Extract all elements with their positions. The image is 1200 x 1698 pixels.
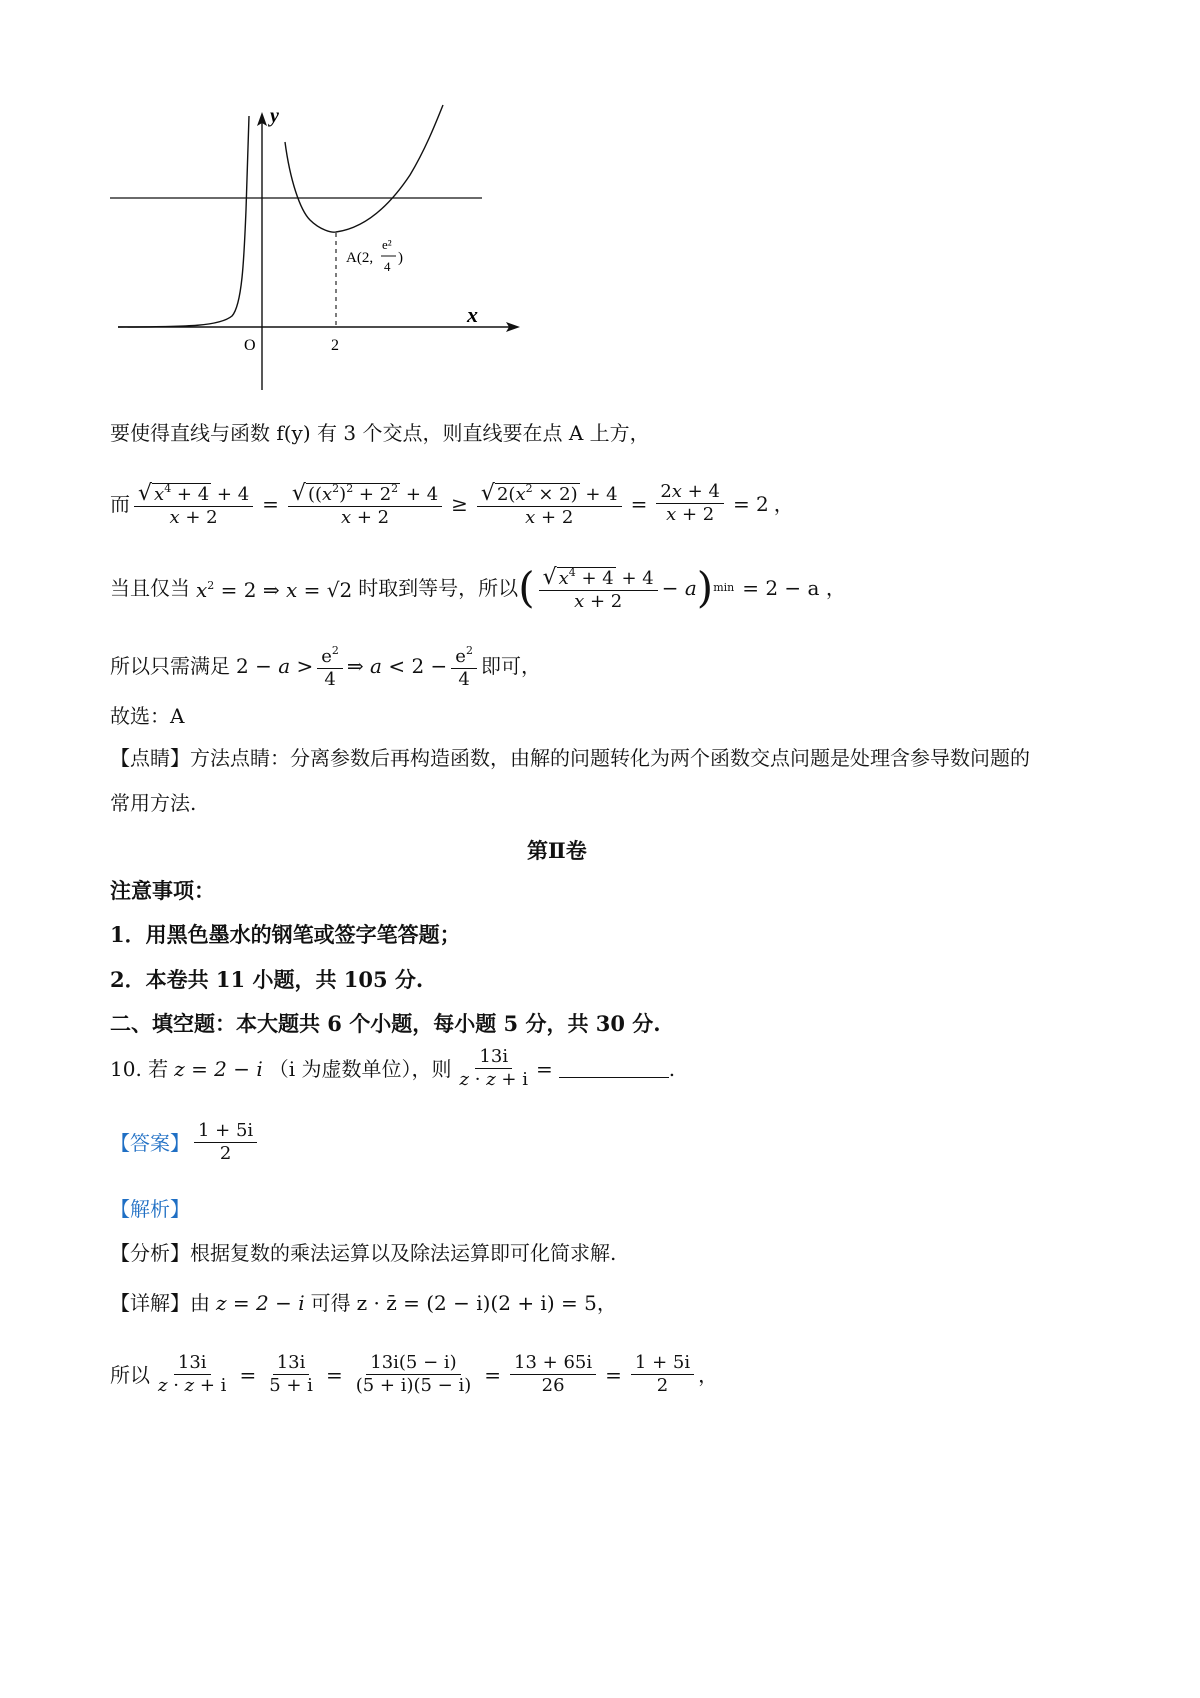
text-dangqiejin: 当且仅当 bbox=[110, 575, 190, 600]
q10-number: 10. 若 bbox=[110, 1056, 169, 1081]
function-graph bbox=[110, 100, 530, 400]
text-jike: 即可， bbox=[480, 653, 541, 678]
text-suoyi: 所以只需满足 bbox=[110, 653, 230, 678]
origin-label: O bbox=[244, 337, 256, 354]
part-two-heading: 二、填空题：本大题共 6 个小题，每小题 5 分，共 30 分. bbox=[110, 1011, 661, 1036]
q10-answer-blank[interactable] bbox=[559, 1059, 669, 1078]
analysis-label: 【解析】 bbox=[110, 1197, 190, 1221]
dianjing-line: 【点睛】方法点睛：分离参数后再构造函数，由解的问题转化为两个函数交点问题是处理含参导数问题的 bbox=[110, 746, 1030, 770]
point-a-label: A(2, bbox=[346, 250, 374, 266]
q10-equals: = bbox=[535, 1056, 553, 1081]
frac-1: $\frac{√ x^4 + 4 + 4}{x + 2}$ bbox=[134, 478, 253, 529]
q10-z-def: z = 2 − i bbox=[174, 1056, 263, 1081]
prefix-er: 而 bbox=[110, 491, 130, 516]
comma: ， bbox=[773, 491, 794, 516]
curve-right-branch bbox=[285, 105, 443, 232]
condition-line: 所以只需满足 2 − a > $\frac{e^2}{4}$ ⇒ a < 2 − $\frac{e^2}{4}$ 即可， bbox=[110, 640, 541, 691]
q10-period: . bbox=[668, 1056, 676, 1081]
point-a-frac-num: e² bbox=[382, 237, 392, 252]
frac-2: $\frac{√ ((x^2)^2 + 2^2 + 4}{x + 2}$ bbox=[288, 478, 442, 529]
point-a-close: ) bbox=[398, 250, 403, 266]
amgm-inequality-line: 而 $\frac{√ x^4 + 4 + 4}{x + 2}$ = $\frac{√ ((x^2)^2 + 2^2 + 4}{x + 2}$ ≥ $\frac{√ 2(x^2 \times 2) + 4}{x + 2}$ = $\frac{2x + 4}{x + 2}$ = 2 ， bbox=[110, 478, 794, 529]
frac-min: $\frac{√ x^4 + 4 + 4}{x + 2}$ bbox=[539, 562, 658, 613]
dianjing-line-2: 常用方法. bbox=[110, 791, 197, 815]
curve-left-branch bbox=[118, 116, 249, 327]
q10-text: （i 为虚数单位），则 bbox=[268, 1056, 452, 1081]
answer-label: 【答案】 bbox=[110, 1130, 190, 1155]
xiangjie-product: z · z̄ = (2 − i)(2 + i) = 5 bbox=[356, 1291, 597, 1315]
notice-title: 注意事项： bbox=[110, 878, 215, 903]
xiangjie-comma: ， bbox=[596, 1291, 617, 1315]
x-tick-label: 2 bbox=[331, 337, 339, 354]
fenxi-line: 【分析】根据复数的乘法运算以及除法运算即可化简求解. bbox=[110, 1241, 617, 1265]
xiangjie-line bbox=[110, 1290, 617, 1316]
line-intersection-condition: 要使得直线与函数 f(y) 有 3 个交点，则直线要在点 A 上方， bbox=[110, 421, 650, 445]
text-min-value: = 2 − a ， bbox=[742, 575, 846, 600]
question-10 bbox=[110, 1046, 675, 1091]
y-axis-label: y bbox=[270, 105, 279, 127]
frac-3: $\frac{√ 2(x^2 \times 2) + 4}{x + 2}$ bbox=[477, 478, 622, 529]
final-comma: ， bbox=[698, 1362, 719, 1387]
q10-fraction: $\frac{13i}{z \cdot \overline{z} + i}$ bbox=[459, 1046, 528, 1090]
notice-item-2: 2．本卷共 11 小题，共 105 分. bbox=[110, 967, 424, 992]
xiangjie-prefix: 【详解】由 bbox=[110, 1291, 210, 1315]
notice-item-1: 1．用黑色墨水的钢笔或签字笔答题； bbox=[110, 922, 461, 947]
equality-condition-line: 当且仅当 $x^2 = 2$ ⇒ x = √2 时取到等号，所以 ( $\frac{√ x^4 + 4 + 4}{x + 2}$ − a ) min = 2 − a ， bbox=[110, 562, 846, 612]
choice-line: 故选：A bbox=[110, 704, 185, 728]
section-title: 第Ⅱ卷 bbox=[527, 838, 587, 863]
point-a-frac-den: 4 bbox=[384, 259, 391, 274]
xiangjie-z: z = 2 − i bbox=[216, 1291, 305, 1315]
x-axis-label: x bbox=[467, 302, 478, 327]
final-computation-line: 所以 $\frac{13i}{z \cdot \overline{z} + i}$ = $\frac{13i}{5 + i}$ = $\frac{13i(5 - i)}{(5 + i)(5 - i)}$ = $\frac{13 + 65i}{26}$ = $\frac{1 + 5i}{2}$ ， bbox=[110, 1352, 719, 1396]
answer-line bbox=[110, 1120, 261, 1165]
answer-fraction: $\frac{1 + 5i}{2}$ bbox=[194, 1120, 257, 1165]
xiangjie-kede: 可得 bbox=[310, 1291, 351, 1315]
text-shiqu: 时取到等号，所以 bbox=[358, 575, 519, 600]
final-prefix: 所以 bbox=[110, 1362, 150, 1387]
frac-4: $\frac{2x + 4}{x + 2}$ bbox=[656, 481, 724, 526]
